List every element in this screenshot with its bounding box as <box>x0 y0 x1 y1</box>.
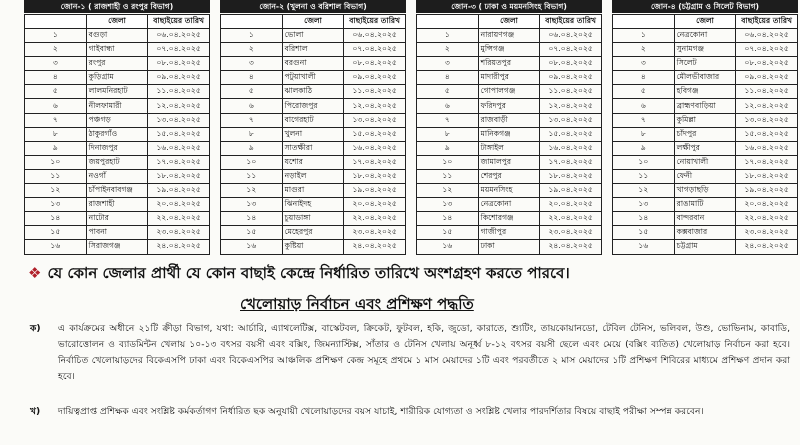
table-row <box>613 240 798 254</box>
date-cell: ২৪.০৪.২০২৫ <box>148 240 210 254</box>
serial-cell: ১৫ <box>25 226 87 240</box>
table-row <box>417 113 602 127</box>
date-cell: ১৮.০৪.২০২৫ <box>540 169 602 183</box>
table-row <box>613 127 798 141</box>
table-row <box>613 29 798 43</box>
table-row <box>221 113 406 127</box>
date-cell: ১২.০৪.২০২৫ <box>344 99 406 113</box>
serial-cell: ৩ <box>613 57 675 71</box>
serial-header <box>613 15 675 29</box>
table-header-row <box>417 15 602 29</box>
district-cell: চট্টগ্রাম <box>674 240 736 254</box>
date-cell: ০৭.০৪.২০২৫ <box>148 43 210 57</box>
table-row <box>613 57 798 71</box>
district-cell: গাজীপুর <box>478 226 540 240</box>
date-cell: ১৩.০৪.২০২৫ <box>148 113 210 127</box>
table-row <box>613 155 798 169</box>
table-row <box>417 184 602 198</box>
date-cell: ১৯.০৪.২০২৫ <box>148 184 210 198</box>
serial-cell: ১ <box>613 29 675 43</box>
district-cell: মাদারীপুর <box>478 71 540 85</box>
serial-cell: ৭ <box>25 113 87 127</box>
table-row <box>417 85 602 99</box>
date-cell: ২২.০৪.২০২৫ <box>540 212 602 226</box>
table-row <box>613 141 798 155</box>
serial-cell: ৮ <box>25 127 87 141</box>
table-row <box>221 85 406 99</box>
table-row <box>25 212 210 226</box>
table-row <box>613 43 798 57</box>
district-cell: দিনাজপুর <box>86 141 148 155</box>
district-date-table <box>612 14 798 255</box>
date-cell: ২২.০৪.২০২৫ <box>148 212 210 226</box>
date-cell: ১২.০৪.২০২৫ <box>736 99 798 113</box>
serial-cell: ৬ <box>25 99 87 113</box>
date-cell: ১৮.০৪.২০২৫ <box>344 169 406 183</box>
district-date-table <box>220 14 406 255</box>
table-header-row <box>221 15 406 29</box>
serial-cell: ১৪ <box>417 212 479 226</box>
date-cell: ২০.০৪.২০২৫ <box>344 198 406 212</box>
district-cell: গাইবান্ধা <box>86 43 148 57</box>
district-cell: নারায়ণগঞ্জ <box>478 29 540 43</box>
table-row <box>25 141 210 155</box>
serial-cell: ১ <box>25 29 87 43</box>
district-cell: বান্দরবান <box>674 212 736 226</box>
district-cell: কক্সবাজার <box>674 226 736 240</box>
serial-cell: ১৪ <box>25 212 87 226</box>
serial-cell: ৪ <box>417 71 479 85</box>
district-cell: গোপালগঞ্জ <box>478 85 540 99</box>
date-cell: ১৭.০৪.২০২৫ <box>148 155 210 169</box>
district-cell: রাঙামাটি <box>674 198 736 212</box>
serial-cell: ১০ <box>613 155 675 169</box>
district-cell: পিরোজপুর <box>282 99 344 113</box>
district-cell: নওগাঁ <box>86 169 148 183</box>
district-cell: ময়মনসিংহ <box>478 184 540 198</box>
district-cell: সুনামগঞ্জ <box>674 43 736 57</box>
district-cell: জামালপুর <box>478 155 540 169</box>
table-row <box>25 113 210 127</box>
serial-cell: ১৫ <box>417 226 479 240</box>
table-row <box>221 240 406 254</box>
district-cell: খাগড়াছড়ি <box>674 184 736 198</box>
date-cell: ০৮.০৪.২০২৫ <box>148 57 210 71</box>
serial-cell: ১৬ <box>25 240 87 254</box>
serial-cell: ১ <box>221 29 283 43</box>
date-cell: ০৯.০৪.২০২৫ <box>148 71 210 85</box>
table-row <box>417 198 602 212</box>
serial-cell: ১৩ <box>221 198 283 212</box>
table-row <box>417 29 602 43</box>
serial-cell: ৩ <box>417 57 479 71</box>
notice-text: যে কোন জেলার প্রার্থী যে কোন বাছাই কেন্দ্রে নির্ধারিত তারিখে অংশগ্রহণ করতে পারবে। <box>47 264 570 282</box>
table-row <box>613 85 798 99</box>
table-row <box>25 57 210 71</box>
table-row <box>25 127 210 141</box>
district-cell: ফরিদপুর <box>478 99 540 113</box>
district-cell: ঢাকা <box>478 240 540 254</box>
serial-cell: ৬ <box>221 99 283 113</box>
serial-cell: ১১ <box>221 169 283 183</box>
serial-cell: ১০ <box>25 155 87 169</box>
district-cell: রাজশাহী <box>86 198 148 212</box>
paragraph-text: দায়িত্বপ্রাপ্ত প্রশিক্ষক এবং সংশ্লিষ্ট কর্মকর্তাগণ নির্ধারিত ছক অনুযায়ী খেলোয়াড়দের বয়স যাচাই, শারীরিক যোগ্যতা ও সংশ্লিষ্ট খেলার পারদর্শিতার বিষয়ে বাছাই পরীক্ষা সম্পন্ন করবেন। <box>58 406 704 417</box>
table-row <box>221 127 406 141</box>
date-cell: ১৫.০৪.২০২৫ <box>344 127 406 141</box>
serial-header <box>417 15 479 29</box>
date-cell: ২৪.০৪.২০২৫ <box>344 240 406 254</box>
date-header: বাছাইয়ের তারিখ <box>148 15 210 29</box>
district-cell: পটুয়াখালী <box>282 71 344 85</box>
serial-cell: ১৩ <box>25 198 87 212</box>
zone-table-2 <box>220 0 406 255</box>
district-cell: ঝিনাইদহ <box>282 198 344 212</box>
district-cell: মানিকগঞ্জ <box>478 127 540 141</box>
date-cell: ২৩.০৪.২০২৫ <box>344 226 406 240</box>
table-row <box>417 141 602 155</box>
paragraph-ka <box>30 321 790 385</box>
date-cell: ১৫.০৪.২০২৫ <box>736 127 798 141</box>
date-cell: ২০.০৪.২০২৫ <box>540 198 602 212</box>
serial-cell: ১৩ <box>613 198 675 212</box>
date-cell: ১৯.০৪.২০২৫ <box>344 184 406 198</box>
district-cell: যশোর <box>282 155 344 169</box>
date-cell: ১৯.০৪.২০২৫ <box>540 184 602 198</box>
date-cell: ১২.০৪.২০২৫ <box>148 99 210 113</box>
diamond-bullet-icon: ❖ <box>28 264 42 282</box>
table-row <box>221 198 406 212</box>
date-cell: ০৯.০৪.২০২৫ <box>736 71 798 85</box>
district-cell: লালমনিরহাট <box>86 85 148 99</box>
serial-cell: ৮ <box>417 127 479 141</box>
zone-table-4 <box>612 0 798 255</box>
date-cell: ২০.০৪.২০২৫ <box>736 198 798 212</box>
section-heading: খেলোয়াড় নির্বাচন এবং প্রশিক্ষণ পদ্ধতি <box>240 295 474 313</box>
table-row <box>613 113 798 127</box>
district-cell: নাটোর <box>86 212 148 226</box>
district-date-table <box>24 14 210 255</box>
serial-header <box>25 15 87 29</box>
date-cell: ১৬.০৪.২০২৫ <box>148 141 210 155</box>
serial-cell: ৫ <box>417 85 479 99</box>
district-cell: রাজবাড়ী <box>478 113 540 127</box>
serial-cell: ১৫ <box>613 226 675 240</box>
date-cell: ১৬.০৪.২০২৫ <box>736 141 798 155</box>
date-cell: ১৫.০৪.২০২৫ <box>540 127 602 141</box>
table-row <box>221 141 406 155</box>
date-cell: ১৯.০৪.২০২৫ <box>736 184 798 198</box>
serial-cell: ৬ <box>613 99 675 113</box>
serial-cell: ৪ <box>221 71 283 85</box>
date-cell: ০৬.০৪.২০২৫ <box>148 29 210 43</box>
table-row <box>221 226 406 240</box>
serial-cell: ১২ <box>25 184 87 198</box>
date-cell: ০৯.০৪.২০২৫ <box>344 71 406 85</box>
serial-cell: ৮ <box>613 127 675 141</box>
date-cell: ২৩.০৪.২০২৫ <box>148 226 210 240</box>
table-row <box>417 71 602 85</box>
district-cell: টাঙ্গাইল <box>478 141 540 155</box>
serial-cell: ১৪ <box>221 212 283 226</box>
district-cell: মুন্সিগঞ্জ <box>478 43 540 57</box>
date-cell: ১১.০৪.২০২৫ <box>344 85 406 99</box>
district-cell: কুষ্টিয়া <box>282 240 344 254</box>
date-cell: ১৩.০৪.২০২৫ <box>540 113 602 127</box>
date-cell: ১৩.০৪.২০২৫ <box>344 113 406 127</box>
table-row <box>417 240 602 254</box>
date-cell: ১১.০৪.২০২৫ <box>148 85 210 99</box>
table-row <box>613 71 798 85</box>
serial-cell: ১৫ <box>221 226 283 240</box>
serial-cell: ৩ <box>25 57 87 71</box>
date-cell: ১৭.০৪.২০২৫ <box>736 155 798 169</box>
district-cell: কিশোরগঞ্জ <box>478 212 540 226</box>
serial-cell: ৭ <box>221 113 283 127</box>
serial-cell: ৯ <box>221 141 283 155</box>
table-row <box>613 99 798 113</box>
serial-cell: ৮ <box>221 127 283 141</box>
date-cell: ০৬.০৪.২০২৫ <box>344 29 406 43</box>
date-cell: ০৯.০৪.২০২৫ <box>540 71 602 85</box>
date-cell: ১৫.০৪.২০২৫ <box>148 127 210 141</box>
district-cell: সিলেট <box>674 57 736 71</box>
serial-cell: ১১ <box>613 169 675 183</box>
zone-title: জোন-৩ ( ঢাকা ও ময়মনসিংহ বিভাগ) <box>416 0 602 13</box>
serial-cell: ৪ <box>25 71 87 85</box>
date-cell: ০৮.০৪.২০২৫ <box>344 57 406 71</box>
date-cell: ২৪.০৪.২০২৫ <box>736 240 798 254</box>
table-row <box>25 184 210 198</box>
serial-cell: ২ <box>613 43 675 57</box>
date-cell: ০৮.০৪.২০২৫ <box>540 57 602 71</box>
date-cell: ১২.০৪.২০২৫ <box>540 99 602 113</box>
serial-cell: ৪ <box>613 71 675 85</box>
serial-cell: ৯ <box>613 141 675 155</box>
serial-cell: ৭ <box>613 113 675 127</box>
district-cell: নোয়াখালী <box>674 155 736 169</box>
district-cell: নড়াইল <box>282 169 344 183</box>
table-row <box>417 169 602 183</box>
district-header: জেলা <box>674 15 736 29</box>
paragraph-kha <box>30 404 790 420</box>
date-cell: ২৩.০৪.২০২৫ <box>540 226 602 240</box>
zone-title: জোন-১ ( রাজশাহী ও রংপুর বিভাগ) <box>24 0 210 13</box>
serial-cell: ৯ <box>417 141 479 155</box>
district-cell: বরগুনা <box>282 57 344 71</box>
district-cell: শরিয়তপুর <box>478 57 540 71</box>
district-cell: রংপুর <box>86 57 148 71</box>
date-cell: ২৪.০৪.২০২৫ <box>540 240 602 254</box>
serial-cell: ১০ <box>221 155 283 169</box>
district-cell: ব্রাহ্মণবাড়িয়া <box>674 99 736 113</box>
table-row <box>221 184 406 198</box>
serial-cell: ১১ <box>25 169 87 183</box>
district-cell: ঠাকুরগাঁও <box>86 127 148 141</box>
district-cell: নেত্রকোনা <box>478 198 540 212</box>
table-row <box>613 169 798 183</box>
district-date-table <box>416 14 602 255</box>
date-cell: ১৭.০৪.২০২৫ <box>540 155 602 169</box>
table-row <box>25 155 210 169</box>
district-cell: চাঁপাইনবাবগঞ্জ <box>86 184 148 198</box>
serial-cell: ৬ <box>417 99 479 113</box>
table-row <box>417 155 602 169</box>
table-row <box>25 99 210 113</box>
date-cell: ২৩.০৪.২০২৫ <box>736 226 798 240</box>
district-header: জেলা <box>86 15 148 29</box>
table-row <box>25 29 210 43</box>
paragraph-text: এ কার্যক্রমের অধীনে ২১টি ক্রীড়া বিভাগ, যথা: আর্চারি, এ্যাথলেটিক্স, বাস্কেটবল, ক্রিকেট, ফুটবল, হকি, জুডো, কারাতে, শ্যুটিং, তায়কোয়ানডো, টেবিল টেনিস, ভলিবল, উশু, ভোভিনাম, কাবাডি, ভারোত্তোলন ও ব্যাডমিন্টন খেলায় ১০-১৩ বৎসর বয়সী এবং বক্সিং, জিমন্যাস্টিক্স, সাঁতার ও টেনিস খেলায় অনূর্ধ্ব ৮-১২ বৎসর বয়সী ছেলে এবং মেয়ে (বক্সিং ব্যতিত) খেলোয়াড় নির্বাচন করা হবে। নির্বাচিত খেলোয়াড়দের বিকেএসপি ঢাকা এবং বিকেএসপির আঞ্চলিক প্রশিক্ষণ কেন্দ্র সমূহে প্রথমে ১ মাস মেয়াদের ১টি এবং পরবর্তীতে ২ মাস মেয়াদের ১টি প্রশিক্ষণ শিবিরের মাধ্যমে প্রশিক্ষণ প্রদান করা হবে। <box>58 323 790 382</box>
district-cell: মেহেরপুর <box>282 226 344 240</box>
date-cell: ০৬.০৪.২০২৫ <box>736 29 798 43</box>
district-cell: পাবনা <box>86 226 148 240</box>
zone-title: জোন-৪ (চট্টগ্রাম ও সিলেট বিভাগ) <box>612 0 798 13</box>
eligibility-notice <box>28 262 798 287</box>
date-cell: ০৭.০৪.২০২৫ <box>344 43 406 57</box>
serial-cell: ১১ <box>417 169 479 183</box>
table-row <box>25 85 210 99</box>
table-row <box>221 71 406 85</box>
district-cell: বরিশাল <box>282 43 344 57</box>
district-cell: মৌলভীবাজার <box>674 71 736 85</box>
paragraph-marker: খ) <box>30 406 41 417</box>
date-header: বাছাইয়ের তারিখ <box>344 15 406 29</box>
district-cell: শেরপুর <box>478 169 540 183</box>
date-cell: ১৩.০৪.২০২৫ <box>736 113 798 127</box>
date-header: বাছাইয়ের তারিখ <box>540 15 602 29</box>
district-header: জেলা <box>282 15 344 29</box>
date-cell: ০৮.০৪.২০২৫ <box>736 57 798 71</box>
district-cell: লক্ষীপুর <box>674 141 736 155</box>
district-cell: সিরাজগঞ্জ <box>86 240 148 254</box>
table-row <box>221 99 406 113</box>
district-cell: কুমিল্লা <box>674 113 736 127</box>
date-cell: ০৭.০৪.২০২৫ <box>736 43 798 57</box>
district-cell: পঞ্চগড় <box>86 113 148 127</box>
serial-cell: ১৬ <box>613 240 675 254</box>
serial-cell: ১৬ <box>221 240 283 254</box>
zone-table-1 <box>24 0 210 255</box>
district-cell: ভোলা <box>282 29 344 43</box>
table-row <box>613 226 798 240</box>
table-row <box>25 169 210 183</box>
table-row <box>221 212 406 226</box>
district-cell: হবিগঞ্জ <box>674 85 736 99</box>
serial-cell: ৯ <box>25 141 87 155</box>
table-row <box>221 29 406 43</box>
serial-cell: ৫ <box>221 85 283 99</box>
table-row <box>613 184 798 198</box>
zone-tables <box>24 0 794 262</box>
table-row <box>613 212 798 226</box>
serial-cell: ১২ <box>221 184 283 198</box>
serial-cell: ২ <box>25 43 87 57</box>
district-cell: নীলফামারী <box>86 99 148 113</box>
paragraph-marker: ক) <box>30 323 41 334</box>
district-cell: কুড়িগ্রাম <box>86 71 148 85</box>
table-row <box>25 240 210 254</box>
date-cell: ১৬.০৪.২০২৫ <box>344 141 406 155</box>
district-cell: মাগুরা <box>282 184 344 198</box>
district-cell: চাঁদপুর <box>674 127 736 141</box>
date-cell: ২২.০৪.২০২৫ <box>344 212 406 226</box>
zone-title: জোন-২ (খুলনা ও বরিশাল বিভাগ) <box>220 0 406 13</box>
serial-cell: ১২ <box>417 184 479 198</box>
table-row <box>25 198 210 212</box>
serial-header <box>221 15 283 29</box>
serial-cell: ১ <box>417 29 479 43</box>
table-row <box>417 226 602 240</box>
table-row <box>417 43 602 57</box>
serial-cell: ১৪ <box>613 212 675 226</box>
table-row <box>417 212 602 226</box>
serial-cell: ২ <box>417 43 479 57</box>
district-cell: চুয়াডাঙ্গা <box>282 212 344 226</box>
serial-cell: ৫ <box>25 85 87 99</box>
serial-cell: ৭ <box>417 113 479 127</box>
district-cell: নেত্রকোনা <box>674 29 736 43</box>
serial-cell: ১০ <box>417 155 479 169</box>
serial-cell: ৫ <box>613 85 675 99</box>
date-cell: ০৭.০৪.২০২৫ <box>540 43 602 57</box>
table-header-row <box>25 15 210 29</box>
date-cell: ১১.০৪.২০২৫ <box>540 85 602 99</box>
table-row <box>613 198 798 212</box>
date-cell: ১৬.০৪.২০২৫ <box>540 141 602 155</box>
serial-cell: ২ <box>221 43 283 57</box>
table-row <box>25 43 210 57</box>
table-row <box>25 226 210 240</box>
district-cell: ঝালকাঠি <box>282 85 344 99</box>
district-cell: জয়পুরহাট <box>86 155 148 169</box>
date-cell: ২২.০৪.২০২৫ <box>736 212 798 226</box>
district-cell: বগুড়া <box>86 29 148 43</box>
district-cell: ফেনী <box>674 169 736 183</box>
table-row <box>221 57 406 71</box>
serial-cell: ১২ <box>613 184 675 198</box>
date-cell: ১৭.০৪.২০২৫ <box>344 155 406 169</box>
date-cell: ১৮.০৪.২০২৫ <box>148 169 210 183</box>
date-header: বাছাইয়ের তারিখ <box>736 15 798 29</box>
serial-cell: ১৬ <box>417 240 479 254</box>
serial-cell: ৩ <box>221 57 283 71</box>
district-cell: বাগেরহাট <box>282 113 344 127</box>
table-row <box>417 57 602 71</box>
date-cell: ১৮.০৪.২০২৫ <box>736 169 798 183</box>
table-row <box>221 155 406 169</box>
table-header-row <box>613 15 798 29</box>
zone-table-3 <box>416 0 602 255</box>
table-row <box>221 169 406 183</box>
table-row <box>417 127 602 141</box>
district-cell: সাতক্ষীরা <box>282 141 344 155</box>
table-row <box>417 99 602 113</box>
table-row <box>25 71 210 85</box>
district-cell: খুলনা <box>282 127 344 141</box>
serial-cell: ১৩ <box>417 198 479 212</box>
district-header: জেলা <box>478 15 540 29</box>
date-cell: ০৬.০৪.২০২৫ <box>540 29 602 43</box>
table-row <box>221 43 406 57</box>
date-cell: ১১.০৪.২০২৫ <box>736 85 798 99</box>
date-cell: ২০.০৪.২০২৫ <box>148 198 210 212</box>
